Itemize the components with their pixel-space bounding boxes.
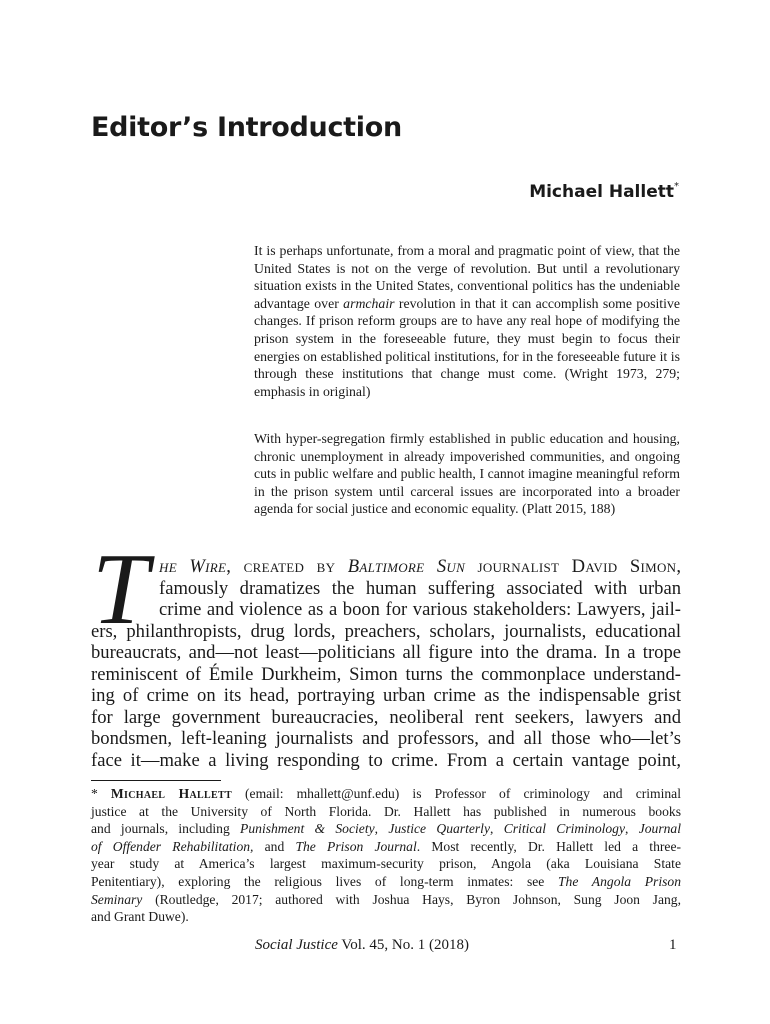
- epigraph-1-text-a: It is perhaps unfortunate, from a moral and pragmatic point of view, that the United States is not on the verge of revolution. But until a revolutionary situation exists in the United States, conventional politics has the undeniable advantage over: [254, 243, 680, 311]
- journal-name: Social Justice: [255, 937, 338, 953]
- footnote-line-2: justice at the University of North Florida. Dr. Hallett has published in numerous books: [91, 803, 681, 819]
- body-line-9: bondsmen, left-leaning journalists and professors, and all those who—let’s: [91, 728, 681, 749]
- author-name: [529, 181, 679, 202]
- footnote: [91, 785, 681, 926]
- book-title-a: The Angola Prison: [557, 873, 681, 889]
- body-line-5: bureaucrats, and—not least—politicians all figure into the drama. In a trope: [91, 642, 681, 663]
- body-line-1-d: journalist: [465, 556, 572, 577]
- body-line-1: [91, 556, 681, 578]
- fl6a: Penitentiary), exploring the religious lives of long-term inmates: see: [91, 873, 558, 889]
- footnote-divider: [91, 780, 221, 781]
- fl3e: ,: [490, 821, 504, 837]
- epigraph-2-text: With hyper-segregation firmly established in public education and housing, chronic unemployment in already impoverished communities, and ongoing cuts in public welfare and public health, I cannot imagine meaningful reform in the prison system until carceral issues are incorporated into a broader agenda for social justice and economic equality. (Platt 2015, 188): [254, 431, 680, 517]
- author-name-text: Michael Hallett: [529, 182, 674, 202]
- drop-cap: T: [92, 533, 149, 646]
- journal-prison-journal: The Prison Journal: [295, 838, 417, 854]
- body-line-1-b: , created by: [226, 556, 348, 577]
- footnote-marker: *: [674, 181, 679, 192]
- journal-issue: Vol. 45, No. 1 (2018): [337, 937, 470, 953]
- fl3a: and journals, including: [91, 821, 241, 837]
- journal-citation: [255, 937, 469, 954]
- footnote-line-7: [91, 891, 681, 909]
- journal-justice-quarterly: Justice Quarterly: [388, 821, 490, 837]
- journal-critical-criminology: Critical Criminology: [503, 821, 626, 837]
- body-line-3: crime and violence as a boon for various stakeholders: Lawyers, jail-: [159, 599, 681, 620]
- epigraph-1-emphasis: armchair: [343, 295, 395, 311]
- body-line-2: famously dramatizes the human suffering associated with urban: [159, 577, 681, 599]
- body-line-7: ing of crime on its head, portraying urban crime as the indispensable grist: [91, 685, 681, 706]
- footnote-author: Michael Hallett: [110, 786, 232, 801]
- article-title: Editor’s Introduction: [91, 112, 402, 143]
- body-line-8: for large government bureaucracies, neoliberal rent seekers, lawyers and: [91, 706, 681, 728]
- footnote-line-5: year study at America’s largest maximum-security prison, Angola (aka Louisiana State: [91, 856, 681, 872]
- body-line-4: ers, philanthropists, drug lords, preachers, scholars, journalists, educational: [91, 620, 681, 642]
- footnote-line-8: and Grant Duwe).: [91, 909, 189, 925]
- show-title: he Wire: [159, 556, 227, 577]
- footnote-line-1: [91, 785, 681, 803]
- fl3g: ,: [625, 821, 639, 837]
- fl7b: (Routledge, 2017; authored with Joshua Hays, Byron Johnson, Sung Joon Jang,: [142, 891, 681, 907]
- epigraph-2: [254, 430, 680, 518]
- epigraph-1-text-b: revolution in that it can accomplish some positive changes. If prison reform groups are to have any real hope of modifying the prison system in the foreseeable future, they must begin to focus their energies on established political institutions, for in the foreseeable future it is through these institutions that change must come. (Wright 1973, 279; emphasis in original): [254, 295, 680, 399]
- person-name: David Simon: [571, 556, 677, 577]
- fl4d: . Most recently, Dr. Hallett led a three-: [416, 838, 682, 854]
- footnote-line-4: [91, 838, 681, 856]
- body-line-10: face it—make a living responding to crime. From a certain vantage point,: [91, 749, 681, 771]
- book-title-b: Seminary: [91, 891, 143, 907]
- newspaper-title: Baltimore Sun: [347, 556, 466, 577]
- footnote-line-1-text: (email: mhallett@unf.edu) is Professor of criminology and criminal: [231, 786, 681, 801]
- fl3c: ,: [374, 821, 389, 837]
- journal-punishment-society: Punishment & Society: [240, 821, 375, 837]
- page-number: 1: [669, 937, 677, 953]
- footnote-line-3: [91, 820, 681, 838]
- fl4b: and: [253, 838, 296, 854]
- epigraph-1: [254, 242, 680, 400]
- body-line-1-f: ,: [676, 556, 681, 577]
- footnote-line-6: [91, 873, 681, 891]
- journal-offender-rehab-b: of Offender Rehabilitation,: [91, 838, 254, 854]
- journal-offender-rehab-a: Journal: [638, 821, 682, 837]
- body-line-6: reminiscent of Émile Durkheim, Simon turns the commonplace understand-: [91, 663, 681, 685]
- footnote-mark: *: [91, 786, 98, 801]
- body-text: [91, 556, 681, 771]
